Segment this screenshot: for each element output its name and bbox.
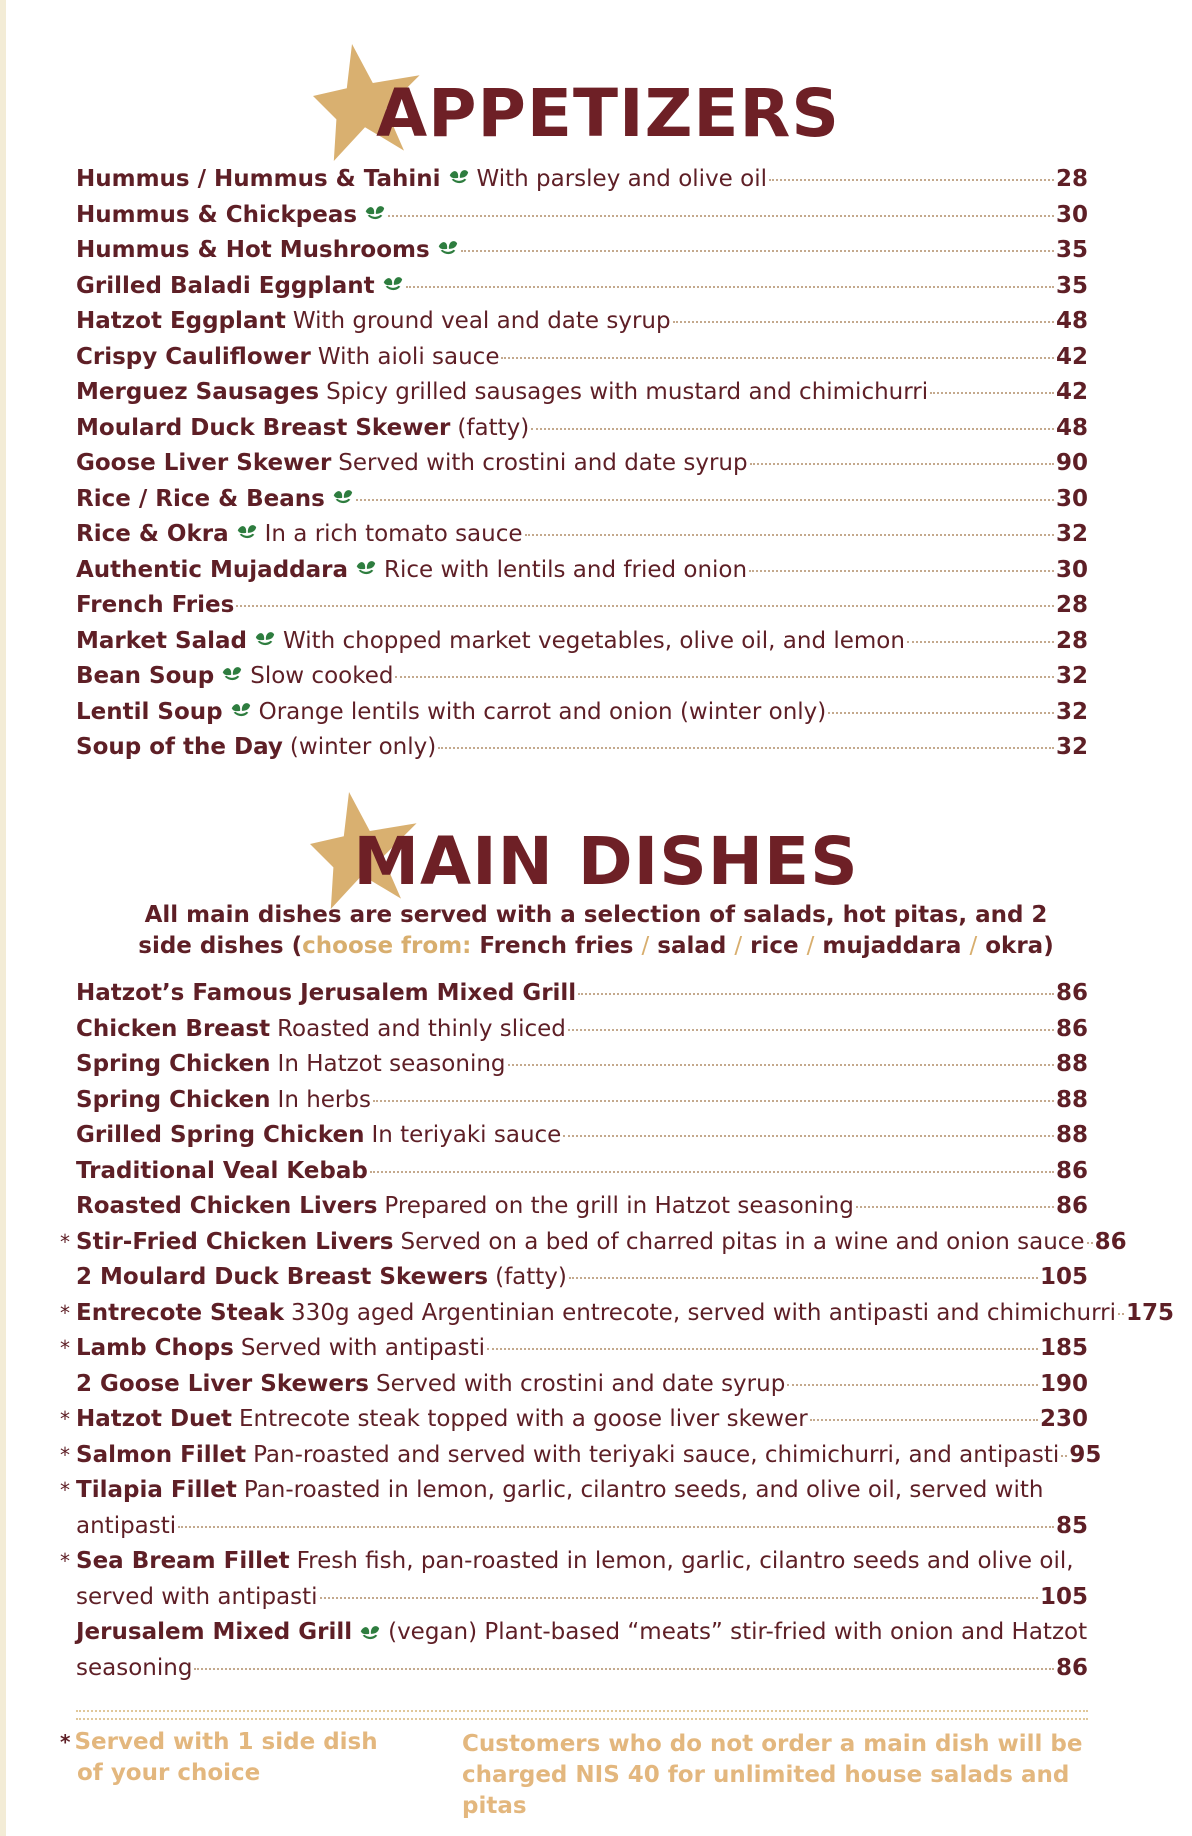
item-description-cont: antipasti xyxy=(76,1512,177,1539)
item-description: In Hatzot seasoning xyxy=(277,1051,506,1077)
dot-leader xyxy=(828,712,1054,714)
menu-item xyxy=(76,1367,1088,1403)
side-option: French fries xyxy=(479,933,634,959)
dot-leader xyxy=(320,1597,1038,1599)
dot-leader xyxy=(373,1100,1054,1102)
dot-leader xyxy=(569,1277,1038,1279)
menu-item xyxy=(76,976,1088,1012)
menu-item xyxy=(60,1296,1174,1332)
item-name: Salmon Fillet xyxy=(76,1441,247,1468)
dot-leader xyxy=(930,392,1054,394)
item-name: Grilled Baladi Eggplant xyxy=(76,272,375,299)
dot-leader xyxy=(750,463,1054,465)
menu-item xyxy=(76,1615,1088,1686)
menu-item xyxy=(76,1083,1088,1119)
item-description: With parsley and olive oil xyxy=(476,166,767,192)
item-price: 32 xyxy=(1055,521,1088,547)
item-description: Served with antipasti xyxy=(240,1335,485,1361)
item-name: Spring Chicken xyxy=(76,1086,271,1113)
item-description-cont: seasoning xyxy=(76,1654,193,1681)
menu-item xyxy=(76,233,1088,269)
house-charge-note xyxy=(462,1729,1102,1822)
dot-leader xyxy=(370,1171,1054,1173)
main-dishes-note xyxy=(0,900,1192,962)
menu-item xyxy=(76,304,1088,340)
item-price: 90 xyxy=(1055,450,1088,476)
item-price: 105 xyxy=(1039,1583,1088,1610)
item-name: Hummus / Hummus & Tahini xyxy=(76,166,441,192)
dot-leader xyxy=(1061,1455,1067,1457)
item-description: With chopped market vegetables, olive oil, and lemon xyxy=(282,627,905,654)
item-name: Chicken Breast xyxy=(76,1015,271,1042)
asterisk-marker: * xyxy=(60,1229,70,1254)
dot-leader xyxy=(787,1384,1038,1386)
menu-item xyxy=(60,1544,1088,1615)
dot-leader xyxy=(178,1526,1054,1528)
asterisk-marker: * xyxy=(60,1407,70,1431)
side-option: salad xyxy=(657,933,727,959)
item-price: 30 xyxy=(1055,201,1088,228)
item-name: Market Salad xyxy=(76,627,247,654)
item-price: 28 xyxy=(1055,627,1088,654)
menu-item xyxy=(76,269,1088,305)
charge-line-2: charged NIS 40 for unlimited house salads and pitas xyxy=(462,1762,1070,1819)
dot-leader xyxy=(563,1135,1054,1137)
item-price: 185 xyxy=(1039,1335,1088,1361)
option-separator: / xyxy=(806,933,815,959)
menu-item xyxy=(76,588,1088,624)
item-price: 30 xyxy=(1055,485,1088,512)
menu-item xyxy=(76,375,1088,411)
option-separator: / xyxy=(969,933,978,959)
side-option: okra xyxy=(985,933,1044,959)
vegan-leaf-icon xyxy=(236,521,258,541)
item-description: (winter only) xyxy=(289,734,437,760)
side-note-line-1: Served with 1 side dish xyxy=(74,1729,378,1755)
dot-leader xyxy=(907,641,1054,643)
dot-leader xyxy=(508,1064,1054,1066)
item-description: In herbs xyxy=(277,1086,371,1113)
side-option: mujaddara xyxy=(822,933,962,959)
item-description: Served on a bed of charred pitas in a wine and onion sauce xyxy=(400,1228,1085,1255)
item-price: 88 xyxy=(1055,1086,1088,1113)
item-price: 86 xyxy=(1055,1157,1088,1184)
asterisk-marker: * xyxy=(60,1442,70,1467)
item-price: 28 xyxy=(1055,166,1088,192)
note-suffix: ) xyxy=(1043,933,1054,959)
item-price: 175 xyxy=(1125,1299,1174,1326)
main-dishes-title: MAIN DISHES xyxy=(353,823,859,900)
item-name: Stir-Fried Chicken Livers xyxy=(76,1228,394,1255)
item-price: 42 xyxy=(1055,343,1088,370)
item-description: Entrecote steak topped with a goose liver skewer xyxy=(239,1406,808,1432)
item-description: Pan-roasted and served with teriyaki sauce, chimichurri, and antipasti xyxy=(253,1441,1060,1468)
dot-leader xyxy=(856,1206,1054,1208)
dot-leader xyxy=(525,534,1054,536)
main-dishes-heading xyxy=(0,788,1192,918)
dot-leader xyxy=(1087,1242,1093,1244)
vegan-leaf-icon xyxy=(437,237,459,257)
dot-leader xyxy=(438,747,1054,749)
main-dishes-list xyxy=(60,976,1174,1686)
item-price: 86 xyxy=(1055,980,1088,1006)
item-description: Served with crostini and date syrup xyxy=(376,1370,786,1397)
option-separator: / xyxy=(641,933,650,959)
menu-item xyxy=(76,411,1088,447)
item-description: Orange lentils with carrot and onion (winter only) xyxy=(258,698,827,725)
item-description: Rice with lentils and fried onion xyxy=(384,556,748,583)
item-description: In teriyaki sauce xyxy=(371,1122,562,1148)
asterisk-marker: * xyxy=(60,1730,71,1754)
item-price: 48 xyxy=(1055,308,1088,334)
item-name: Jerusalem Mixed Grill xyxy=(76,1619,353,1645)
menu-item xyxy=(76,198,1088,234)
asterisk-marker: * xyxy=(60,1300,70,1325)
item-description: Served with crostini and date syrup xyxy=(338,450,748,476)
item-name: French Fries xyxy=(76,592,235,618)
side-option: rice xyxy=(750,933,799,959)
footer-divider xyxy=(76,1710,1088,1720)
charge-line-1: Customers who do not order a main dish will be xyxy=(462,1731,1083,1757)
item-name: Rice & Okra xyxy=(76,521,229,547)
item-price: 88 xyxy=(1055,1122,1088,1148)
menu-item xyxy=(60,1438,1102,1474)
menu-item xyxy=(76,340,1088,376)
appetizer-list xyxy=(76,162,1088,766)
dot-leader xyxy=(578,993,1054,995)
dot-leader xyxy=(1118,1313,1124,1315)
item-name: 2 Goose Liver Skewers xyxy=(76,1370,369,1397)
menu-item xyxy=(60,1331,1088,1367)
note-line-2 xyxy=(0,931,1192,962)
item-price: 230 xyxy=(1039,1406,1088,1432)
item-name: Spring Chicken xyxy=(76,1051,271,1077)
item-price: 86 xyxy=(1055,1654,1088,1681)
asterisk-marker: * xyxy=(60,1478,70,1502)
item-name: Rice / Rice & Beans xyxy=(76,485,325,512)
item-price: 30 xyxy=(1055,556,1088,583)
note-choose-label: choose from: xyxy=(302,933,472,959)
item-price: 95 xyxy=(1069,1441,1102,1468)
item-name: Merguez Sausages xyxy=(76,379,320,405)
item-price: 28 xyxy=(1055,592,1088,618)
menu-item xyxy=(76,1118,1088,1154)
item-name: Tilapia Fillet xyxy=(76,1477,237,1503)
item-price: 190 xyxy=(1039,1370,1088,1397)
option-separator: / xyxy=(734,933,743,959)
appetizers-heading xyxy=(0,44,1192,174)
item-name: Roasted Chicken Livers xyxy=(76,1193,378,1219)
vegan-leaf-icon xyxy=(359,1622,381,1642)
item-description: Pan-roasted in lemon, garlic, cilantro seeds, and olive oil, served with xyxy=(243,1477,1044,1503)
item-description: Spicy grilled sausages with mustard and chimichurri xyxy=(326,379,929,405)
vegan-leaf-icon xyxy=(332,486,354,506)
dot-leader xyxy=(673,321,1054,323)
dot-leader xyxy=(568,1029,1054,1031)
item-name: Goose Liver Skewer xyxy=(76,450,332,476)
item-price: 86 xyxy=(1094,1228,1127,1255)
menu-item xyxy=(60,1402,1088,1438)
item-price: 85 xyxy=(1055,1512,1088,1539)
item-price: 32 xyxy=(1055,734,1088,760)
menu-item xyxy=(76,659,1088,695)
item-name: Lamb Chops xyxy=(76,1335,234,1361)
item-price: 32 xyxy=(1055,663,1088,689)
item-description: (vegan) Plant-based “meats” stir-fried with onion and Hatzot xyxy=(388,1619,1088,1645)
item-price: 35 xyxy=(1055,237,1088,263)
item-name: Authentic Mujaddara xyxy=(76,556,349,583)
vegan-leaf-icon xyxy=(382,273,404,293)
item-name: Grilled Spring Chicken xyxy=(76,1122,365,1148)
item-description: 330g aged Argentinian entrecote, served with antipasti and chimichurri xyxy=(291,1299,1116,1326)
dot-leader xyxy=(461,250,1054,252)
item-price: 105 xyxy=(1039,1264,1088,1290)
item-name: Hatzot Eggplant xyxy=(76,308,286,334)
dot-leader xyxy=(194,1668,1054,1670)
item-description: In a rich tomato sauce xyxy=(264,521,523,547)
menu-item xyxy=(76,624,1088,660)
item-name: Hatzot’s Famous Jerusalem Mixed Grill xyxy=(76,980,577,1006)
menu-item xyxy=(76,517,1088,553)
item-description: (fatty) xyxy=(457,414,530,441)
item-price: 88 xyxy=(1055,1051,1088,1077)
item-name: Crispy Cauliflower xyxy=(76,343,311,370)
item-name: Soup of the Day xyxy=(76,734,283,760)
vegan-leaf-icon xyxy=(355,557,377,577)
item-description: Fresh fish, pan-roasted in lemon, garlic, cilantro seeds and olive oil, xyxy=(296,1548,1074,1574)
menu-item xyxy=(76,553,1088,589)
dot-leader xyxy=(406,286,1054,288)
item-name: Entrecote Steak xyxy=(76,1299,285,1326)
dot-leader xyxy=(531,428,1054,430)
vegan-leaf-icon xyxy=(364,202,386,222)
menu-item xyxy=(76,446,1088,482)
menu-item xyxy=(60,1225,1127,1261)
item-name: Sea Bream Fillet xyxy=(76,1548,290,1574)
item-description-cont: served with antipasti xyxy=(76,1583,318,1610)
item-name: Hummus & Chickpeas xyxy=(76,201,358,228)
side-note-line-2: of your choice xyxy=(77,1760,261,1786)
menu-item xyxy=(76,1189,1088,1225)
menu-item xyxy=(76,1047,1088,1083)
vegan-leaf-icon xyxy=(448,166,470,186)
asterisk-marker: * xyxy=(60,1549,70,1573)
item-description: With ground veal and date syrup xyxy=(292,308,671,334)
item-description: Prepared on the grill in Hatzot seasoning xyxy=(384,1193,854,1219)
item-name: Bean Soup xyxy=(76,663,215,689)
dot-leader xyxy=(810,1419,1038,1421)
dot-leader xyxy=(236,605,1054,607)
note-prefix: side dishes ( xyxy=(138,933,303,959)
dot-leader xyxy=(395,676,1054,678)
item-price: 86 xyxy=(1055,1193,1088,1219)
dot-leader xyxy=(501,357,1054,359)
item-description: With aioli sauce xyxy=(317,343,500,370)
item-name: Lentil Soup xyxy=(76,698,223,725)
menu-item xyxy=(76,1154,1088,1190)
note-line-1: All main dishes are served with a selection of salads, hot pitas, and 2 xyxy=(144,902,1048,928)
side-dish-note xyxy=(60,1727,378,1789)
asterisk-marker: * xyxy=(60,1336,70,1360)
item-description: Roasted and thinly sliced xyxy=(277,1015,566,1042)
item-description: Slow cooked xyxy=(250,663,394,689)
dot-leader xyxy=(769,179,1054,181)
item-price: 86 xyxy=(1055,1015,1088,1042)
vegan-leaf-icon xyxy=(221,663,243,683)
item-name: 2 Moulard Duck Breast Skewers xyxy=(76,1264,489,1290)
menu-item xyxy=(76,695,1088,731)
item-price: 35 xyxy=(1055,272,1088,299)
menu-item xyxy=(76,730,1088,766)
dot-leader xyxy=(487,1348,1038,1350)
vegan-leaf-icon xyxy=(254,628,276,648)
item-price: 42 xyxy=(1055,379,1088,405)
item-price: 32 xyxy=(1055,698,1088,725)
menu-item xyxy=(76,1012,1088,1048)
dot-leader xyxy=(356,499,1054,501)
item-description: (fatty) xyxy=(495,1264,567,1290)
appetizers-title: APPETIZERS xyxy=(376,75,840,152)
dot-leader xyxy=(749,570,1054,572)
item-price: 48 xyxy=(1055,414,1088,441)
menu-item xyxy=(60,1473,1088,1544)
item-name: Moulard Duck Breast Skewer xyxy=(76,414,451,441)
menu-item xyxy=(76,162,1088,198)
item-name: Hatzot Duet xyxy=(76,1406,233,1432)
item-name: Hummus & Hot Mushrooms xyxy=(76,237,430,263)
dot-leader xyxy=(388,215,1054,217)
vegan-leaf-icon xyxy=(230,699,252,719)
item-name: Traditional Veal Kebab xyxy=(76,1157,368,1184)
menu-item xyxy=(76,482,1088,518)
menu-item xyxy=(76,1260,1088,1296)
